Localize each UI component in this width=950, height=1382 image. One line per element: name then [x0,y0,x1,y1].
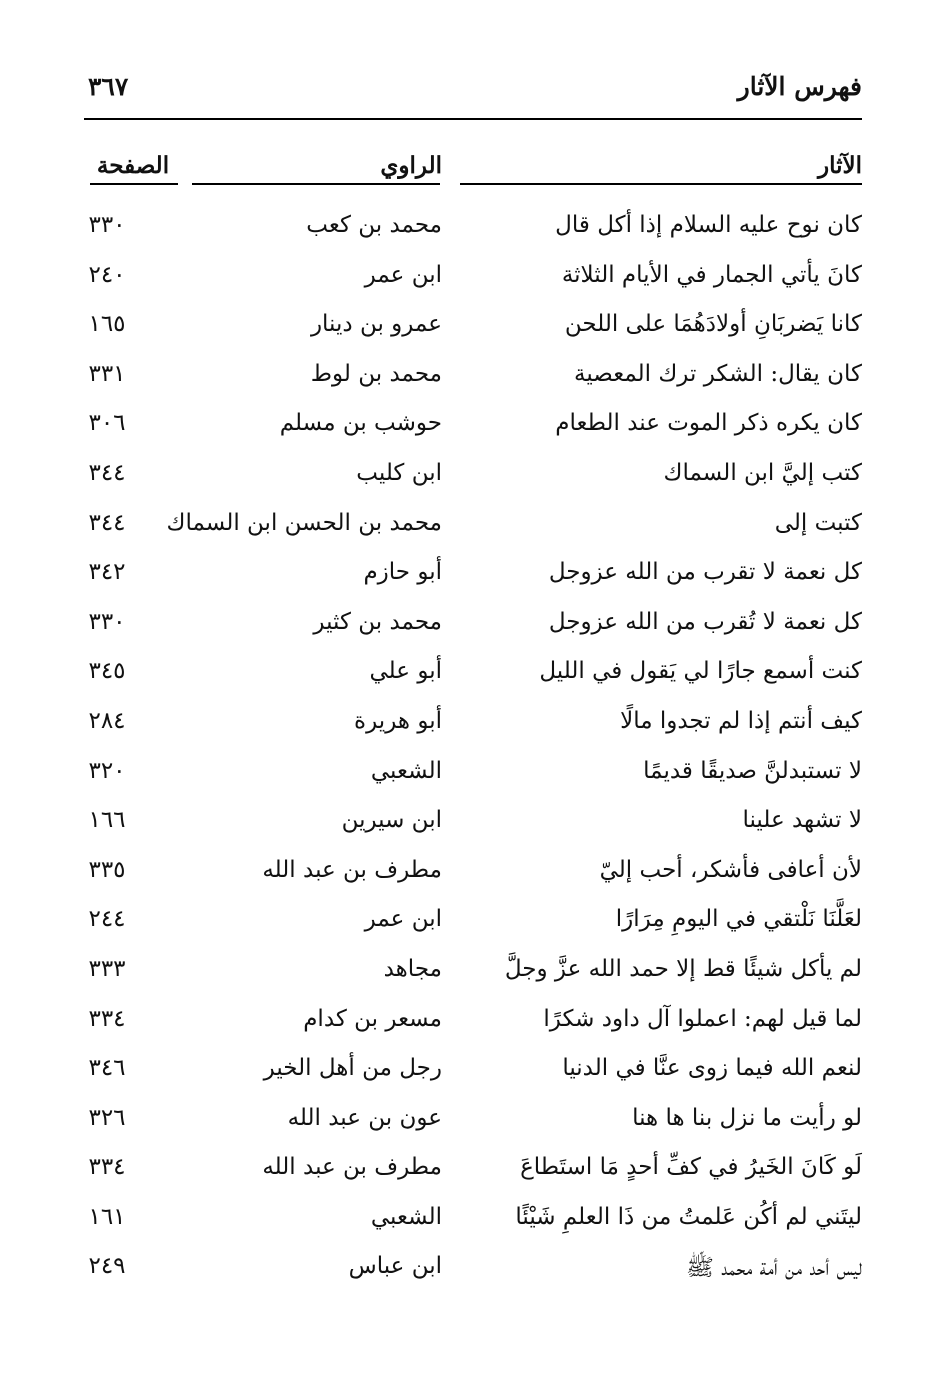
athar-text: لم يأكل شيئًا قط إلا حمد الله عزَّ وجلَّ [504,955,862,982]
narrator-name: رجل من أهل الخير [263,1055,442,1082]
page-number: ٣٦٧ [88,72,129,101]
narrator-name: ابن سيرين [341,807,442,834]
narrator-name: عمرو بن دينار [310,311,442,338]
narrator-name: ابن عباس [348,1253,442,1280]
index-row [84,752,862,802]
page-reference: ٢٤٤ [88,906,126,933]
index-row [84,1000,862,1050]
athar-text: كتب إليَّ ابن السماك [663,459,862,486]
page-reference: ١٦١ [88,1203,126,1230]
index-row [84,950,862,1000]
page-reference: ٣٣٥ [88,856,126,883]
athar-text: كان يقال: الشكر ترك المعصية [574,360,862,387]
page-reference: ٢٤٩ [88,1253,126,1280]
page-reference: ٣٢٠ [88,757,126,784]
narrator-name: مجاهد [383,955,442,982]
column-headers [84,152,862,192]
index-row [84,504,862,554]
narrator-name: أبو علي [369,658,442,685]
page-reference: ١٦٥ [88,311,126,338]
narrator-name: أبو حازم [363,559,442,586]
narrator-name: محمد بن كثير [313,608,442,635]
column-header-athar: الآثار [817,152,862,179]
index-row [84,355,862,405]
page-reference: ٣٣١ [88,360,126,387]
index-row [84,652,862,702]
header-rule [84,118,862,120]
athar-text: لما قيل لهم: اعملوا آل داود شكرًا [543,1005,862,1032]
athar-text: لا تستبدلنَّ صديقًا قديمًا [643,757,862,784]
page-reference: ٣٤٤ [88,459,126,486]
index-row [84,851,862,901]
page-reference: ٣٣٤ [88,1005,126,1032]
page-reference: ٣٣٠ [88,212,126,238]
athar-text: كانا يَضربَانِ أولادَهُمَا على اللحن [564,311,862,338]
page-reference: ٣٠٦ [88,410,126,437]
athar-text: ليتَني لم أكُن عَلمتُ من ذَا العلمِ شَيْئًا [515,1203,862,1230]
athar-text: ليس أحد من أمة محمد ﷺ [686,1255,862,1282]
page-reference: ٣٣٤ [88,1154,126,1181]
column-header-underline-athar [460,183,862,185]
athar-text: لا تشهد علينا [742,807,862,834]
narrator-name: ابن عمر [364,906,442,933]
page-reference: ٣٤٦ [88,1055,126,1082]
index-row [84,404,862,454]
athar-text: لأن أعافى فأشكر، أحب إليّ [599,856,862,883]
athar-text: كل نعمة لا تقرب من الله عزوجل [548,559,862,586]
page-reference: ٢٨٤ [88,707,126,734]
index-row [84,1049,862,1099]
athar-text: لعَلَّنَا نَلْتقي في اليومِ مِرَارًا [615,906,862,933]
narrator-name: حوشب بن مسلم [279,410,442,437]
index-row [84,1099,862,1149]
index-row [84,603,862,653]
index-row [84,305,862,355]
athar-text: كتبت إلى [774,509,862,536]
narrator-name: الشعبي [370,757,442,784]
narrator-name: ابن كليب [356,459,442,486]
narrator-name: مطرف بن عبد الله [262,856,442,883]
column-header-page: الصفحة [96,152,170,179]
page-reference: ٣٤٢ [88,559,126,586]
athar-text: كل نعمة لا تُقرب من الله عزوجل [548,608,862,635]
athar-text: لَو كَانَ الخَيرُ في كفِّ أحدٍ مَا استَطاعَ [520,1154,862,1181]
athar-text: لنعم الله فيما زوى عنَّا في الدنيا [562,1055,862,1082]
athar-index-list [84,206,862,1297]
narrator-name: مطرف بن عبد الله [262,1154,442,1181]
index-row [84,206,862,256]
index-row [84,256,862,306]
column-header-underline-rawi [192,183,440,185]
index-row [84,801,862,851]
running-header [84,70,862,110]
athar-text: كانَ يأتي الجمار في الأيام الثلاثة [561,261,862,288]
athar-text: لو رأيت ما نزل بنا ها هنا [632,1104,862,1131]
narrator-name: محمد بن كعب [306,212,442,238]
page-reference: ٣٣٠ [88,608,126,635]
narrator-name: عون بن عبد الله [287,1104,442,1131]
index-row [84,553,862,603]
page-reference: ٣٢٦ [88,1104,126,1131]
index-row [84,702,862,752]
narrator-name: مسعر بن كدام [303,1005,442,1032]
column-header-rawi: الراوي [380,152,442,179]
narrator-name: محمد بن الحسن ابن السماك [166,509,442,536]
page-reference: ١٦٦ [88,807,126,834]
index-row [84,1198,862,1248]
page-reference: ٢٤٠ [88,261,126,288]
narrator-name: محمد بن لوط [310,360,442,387]
index-row [84,900,862,950]
page-reference: ٣٤٥ [88,658,126,685]
athar-text: كان نوح عليه السلام إذا أكل قال [555,212,862,238]
athar-text: كنت أسمع جارًا لي يَقول في الليل [539,658,862,685]
page-reference: ٣٤٤ [88,509,126,536]
athar-text: كان يكره ذكر الموت عند الطعام [555,410,862,437]
page-reference: ٣٣٣ [88,955,126,982]
column-header-underline-page [90,183,178,185]
narrator-name: الشعبي [370,1203,442,1230]
index-row [84,1148,862,1198]
narrator-name: أبو هريرة [354,707,442,734]
index-row [84,454,862,504]
index-row [84,1247,862,1297]
narrator-name: ابن عمر [364,261,442,288]
athar-text: كيف أنتم إذا لم تجدوا مالًا [620,707,862,734]
section-title: فهرس الآثار [737,72,862,101]
